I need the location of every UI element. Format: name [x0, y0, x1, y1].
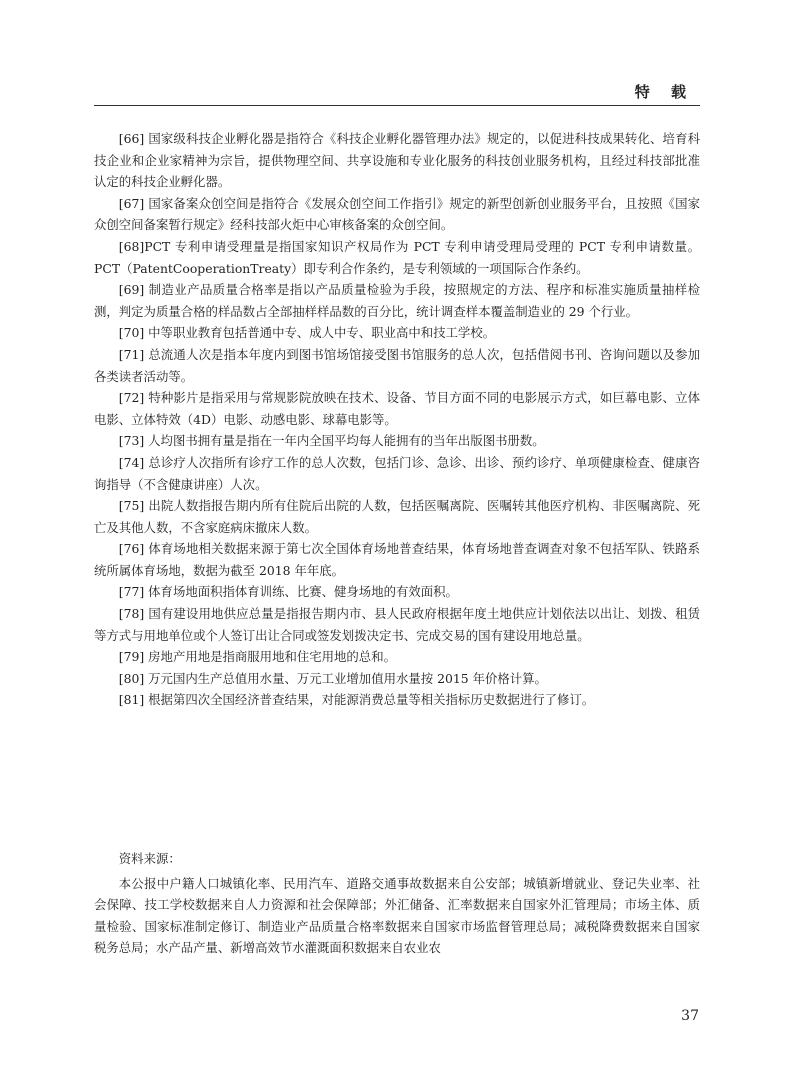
- data-sources: [94, 848, 700, 959]
- note-81: [81] 根据第四次全国经济普查结果，对能源消费总量等相关指标历史数据进行了修订。: [118, 692, 595, 708]
- note-73: [73] 人均图书拥有量是指在一年内全国平均每人能拥有的当年出版图书册数。: [118, 433, 545, 449]
- section-title: 特 载: [634, 83, 694, 101]
- note-68: [68]PCT 专利申请受理量是指国家知识产权局作为 PCT 专利申请受理局受理的 PCT 专利申请数量。PCT（PatentCooperationTreaty）即专利合作条约，是专利领域的一项国际合作条约。: [94, 238, 700, 276]
- note-76: [76] 体育场地相关数据来源于第七次全国体育场地普查结果，体育场地普查调查对象不包括军队、铁路系统所属体育场地，数据为截至 2018 年年底。: [94, 541, 700, 578]
- note-79: [79] 房地产用地是指商服用地和住宅用地的总和。: [118, 649, 396, 665]
- note-72: [72] 特种影片是指采用与常规影院放映在技术、设备、节目方面不同的电影展示方式，如巨幕电影、立体电影、立体特效（4D）电影、动感电影、球幕电影等。: [94, 390, 700, 427]
- note-78: [78] 国有建设用地供应总量是指报告期内市、县人民政府根据年度土地供应计划依法以出让、划拨、租赁等方式与用地单位或个人签订出让合同或签发划拨决定书、完成交易的国有建设用地总量。: [94, 606, 700, 643]
- note-66: [66] 国家级科技企业孵化器是指符合《科技企业孵化器管理办法》规定的，以促进科技成果转化、培育科技企业和企业家精神为宗旨，提供物理空间、共享设施和专业化服务的科技创业服务机构，且经过科技部批准认定的科技企业孵化器。: [94, 131, 700, 190]
- note-67: [67] 国家备案众创空间是指符合《发展众创空间工作指引》规定的新型创新创业服务平台，且按照《国家众创空间备案暂行规定》经科技部火炬中心审核备案的众创空间。: [94, 195, 700, 233]
- note-70: [70] 中等职业教育包括普通中专、成人中专、职业高中和技工学校。: [118, 325, 496, 341]
- note-80: [80] 万元国内生产总值用水量、万元工业增加值用水量按 2015 年价格计算。: [118, 670, 547, 686]
- note-74: [74] 总诊疗人次指所有诊疗工作的总人次数，包括门诊、急诊、出诊、预约诊疗、单项健康检查、健康咨询指导（不含健康讲座）人次。: [94, 454, 700, 492]
- note-71: [71] 总流通人次是指本年度内到图书馆场馆接受图书馆服务的总人次，包括借阅书刊、咨询问题以及参加各类读者活动等。: [94, 346, 700, 384]
- note-69: [69] 制造业产品质量合格率是指以产品质量检验为手段，按照规定的方法、程序和标准实施质量抽样检测，判定为质量合格的样品数占全部抽样样品数的百分比，统计调查样本覆盖制造业的 29 个行业。: [94, 282, 700, 319]
- sources-text: 本公报中户籍人口城镇化率、民用汽车、道路交通事故数据来自公安部；城镇新增就业、登记失业率、社会保障、技工学校数据来自人力资源和社会保障部；外汇储备、汇率数据来自国家外汇管理局；市场主体、质量检验、国家标准制定修订、制造业产品质量合格率数据来自国家市场监督管理总局；减税降费数据来自国家税务总局；水产品产量、新增高效节水灌溉面积数据来自农业农: [94, 875, 700, 956]
- note-75: [75] 出院人数指报告期内所有住院后出院的人数，包括医嘱离院、医嘱转其他医疗机构、非医嘱离院、死亡及其他人数，不含家庭病床撤床人数。: [94, 498, 700, 535]
- note-77: [77] 体育场地面积指体育训练、比赛、健身场地的有效面积。: [118, 584, 458, 600]
- running-header: [94, 81, 700, 106]
- sources-label: 资料来源：: [118, 851, 181, 866]
- page-number: 37: [681, 1008, 699, 1024]
- notes-list: [94, 128, 700, 711]
